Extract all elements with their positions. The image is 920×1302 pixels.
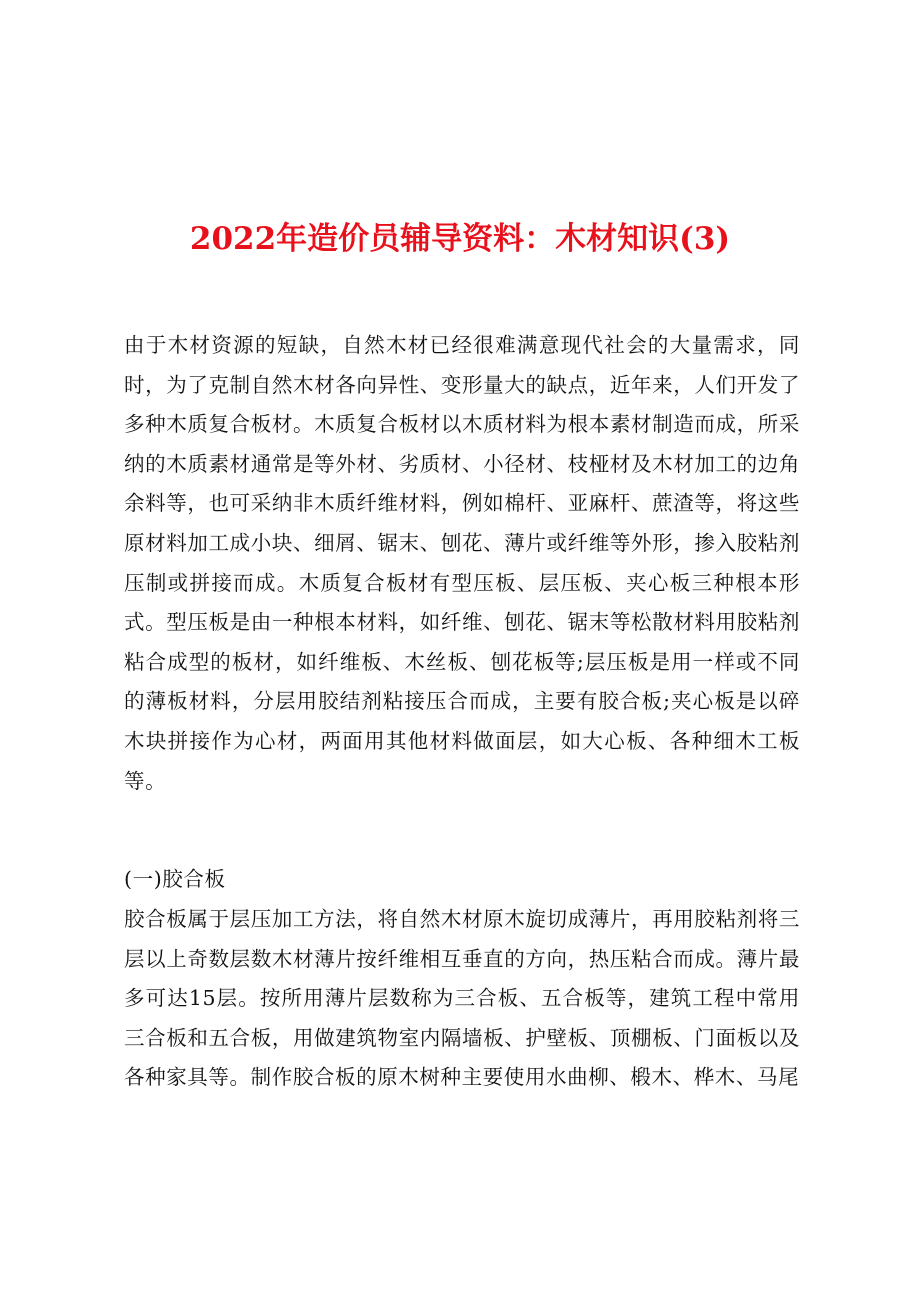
paragraph-intro: 由于木材资源的短缺，自然木材已经很难满意现代社会的大量需求，同时，为了克制自然木材各向异性、变形量大的缺点，近年来，人们开发了多种木质复合板材。木质复合板材以木质材料为根本素材制造而成，所采纳的木质素材通常是等外材、劣质材、小径材、枝桠材及木材加工的边角余料等，也可采纳非木质纤维材料，例如棉杆、亚麻杆、蔗渣等，将这些原材料加工成小块、细屑、锯末、刨花、薄片或纤维等外形，掺入胶粘剂压制或拼接而成。木质复合板材有型压板、层压板、夹心板三种根本形式。型压板是由一种根本材料，如纤维、刨花、锯末等松散材料用胶粘剂粘合成型的板材，如纤维板、木丝板、刨花板等;层压板是用一样或不同的薄板材料，分层用胶结剂粘接压合而成，主要有胶合板;夹心板是以碎木块拼接作为心材，两面用其他材料做面层，如大心板、各种细木工板等。 xyxy=(124,333,800,793)
document-title: 2022年造价员辅导资料：木材知识(3) xyxy=(189,220,731,257)
paragraph-plywood: 胶合板属于层压加工方法，将自然木材原木旋切成薄片，再用胶粘剂将三层以上奇数层数木材薄片按纤维相互垂直的方向，热压粘合而成。薄片最多可达15层。按所用薄片层数称为三合板、五合板等，建筑工程中常用三合板和五合板，用做建筑物室内隔墙板、护壁板、顶棚板、门面板以及各种家具等。制作胶合板的原木树种主要使用水曲柳、椴木、桦木、马尾 xyxy=(124,907,800,1090)
section-heading-plywood: (一)胶合板 xyxy=(124,867,226,891)
